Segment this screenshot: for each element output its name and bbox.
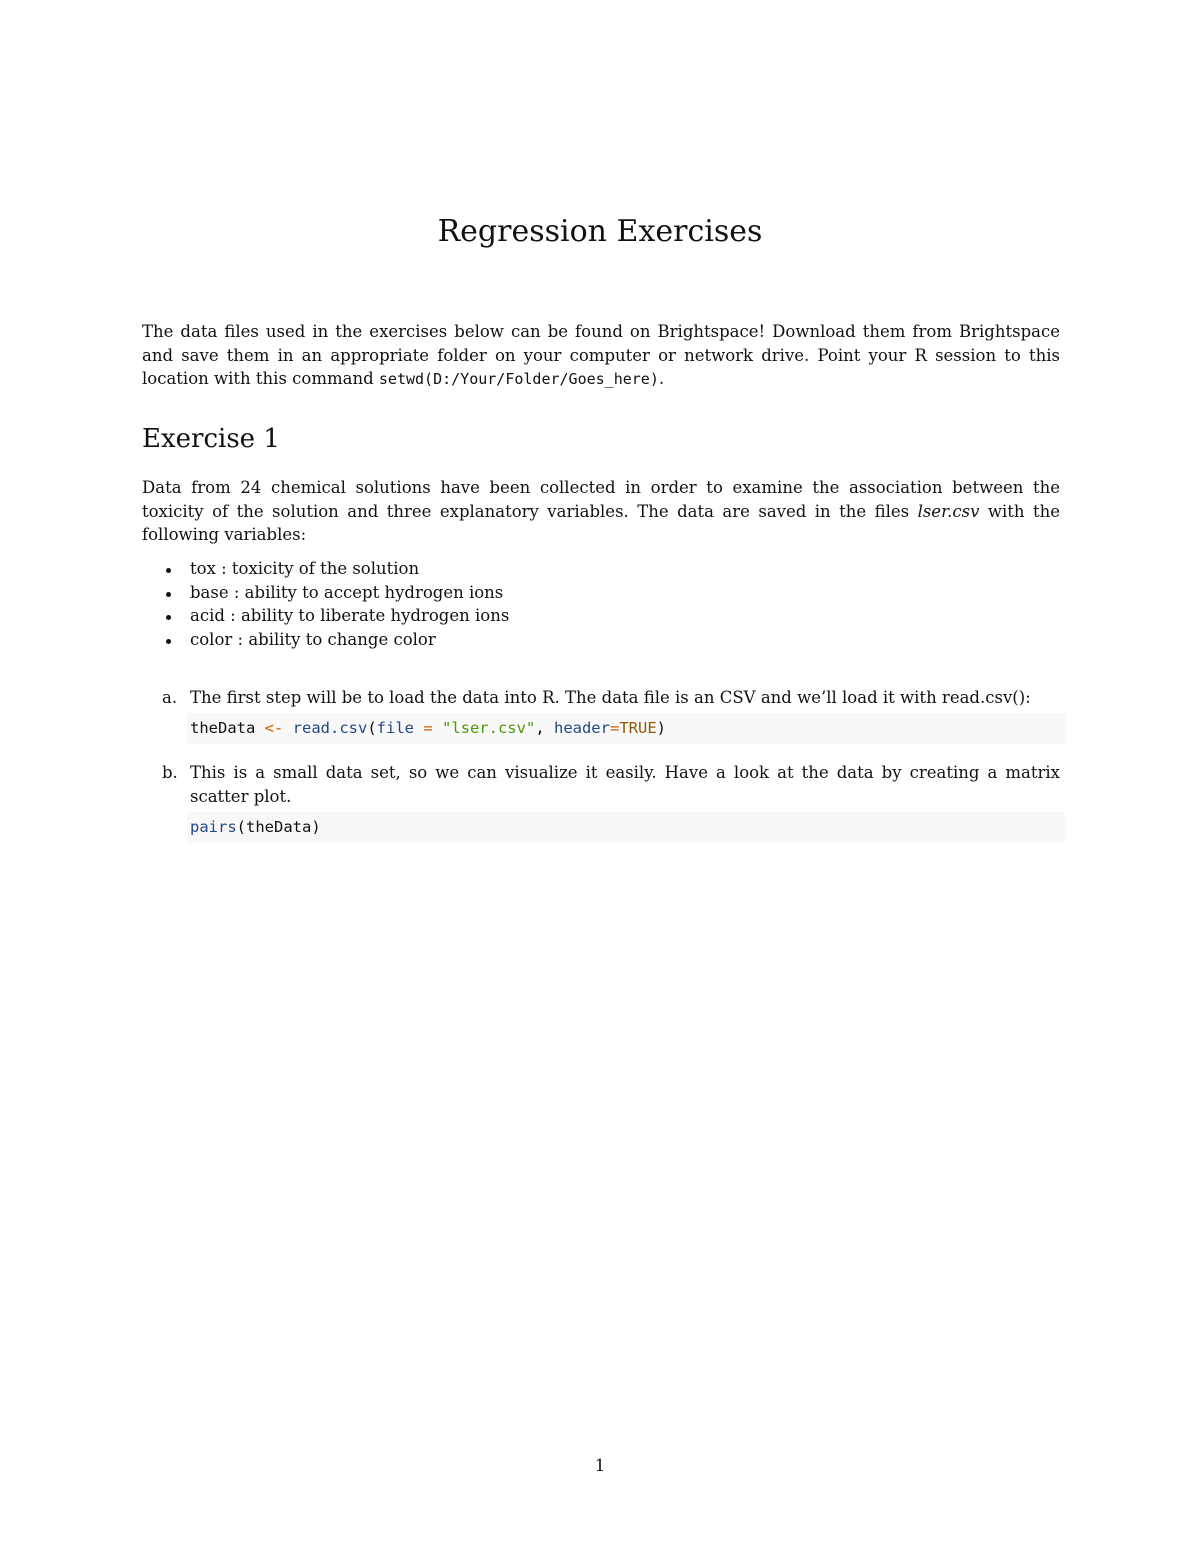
exercise-description-end: with the following variables:	[142, 501, 1061, 544]
step-marker: a.	[162, 688, 178, 707]
code-token: TRUE	[619, 719, 657, 737]
code-token: )	[656, 719, 666, 737]
code-token: =	[413, 719, 442, 737]
list-item: acid : ability to liberate hydrogen ions	[162, 604, 509, 628]
exercise-description-text: Data from 24 chemical solutions have been collected in order to examine the association between the toxicity of the solution and three explanatory variables. The data are saved in the files	[142, 478, 1060, 521]
exercise-heading: Exercise 1	[142, 424, 280, 454]
step-marker: b.	[162, 763, 178, 782]
code-token: file	[376, 719, 414, 737]
page-number: 1	[594, 1456, 606, 1475]
code-token: pairs	[190, 818, 237, 836]
code-block-read-csv	[187, 713, 1065, 744]
code-token: (theData)	[236, 818, 321, 836]
file-name: lser.csv	[917, 501, 980, 521]
code-block-pairs	[187, 812, 1065, 843]
intro-text-end: .	[658, 369, 665, 388]
code-token: <-	[255, 719, 293, 737]
step-a	[162, 686, 1060, 710]
code-token: read.csv	[292, 719, 368, 737]
step-b	[162, 761, 1060, 808]
code-token: (	[367, 719, 377, 737]
code-token: =	[609, 719, 620, 737]
setwd-code: setwd(D:/Your/Folder/Goes_here)	[378, 370, 659, 388]
intro-paragraph	[142, 320, 1060, 392]
step-text: This is a small data set, so we can visualize it easily. Have a look at the data by creating a matrix scatter plot.	[190, 763, 1060, 806]
list-item: tox : toxicity of the solution	[162, 557, 509, 581]
variables-list	[162, 557, 509, 651]
list-item: color : ability to change color	[162, 628, 509, 652]
intro-text: The data files used in the exercises below can be found on Brightspace! Download them from Brightspace and save them in an appropriate folder on your computer or network drive. Point your R session to this location with this command	[142, 322, 1060, 388]
exercise-description	[142, 476, 1060, 547]
page-title: Regression Exercises	[437, 214, 763, 249]
code-token: ,	[535, 719, 554, 737]
code-token: theData	[190, 719, 256, 737]
list-item: base : ability to accept hydrogen ions	[162, 581, 509, 605]
code-token: header	[553, 719, 610, 737]
code-token: "lser.csv"	[441, 719, 536, 737]
step-text: The first step will be to load the data into R. The data file is an CSV and we’ll load it with read.csv():	[190, 688, 1031, 707]
